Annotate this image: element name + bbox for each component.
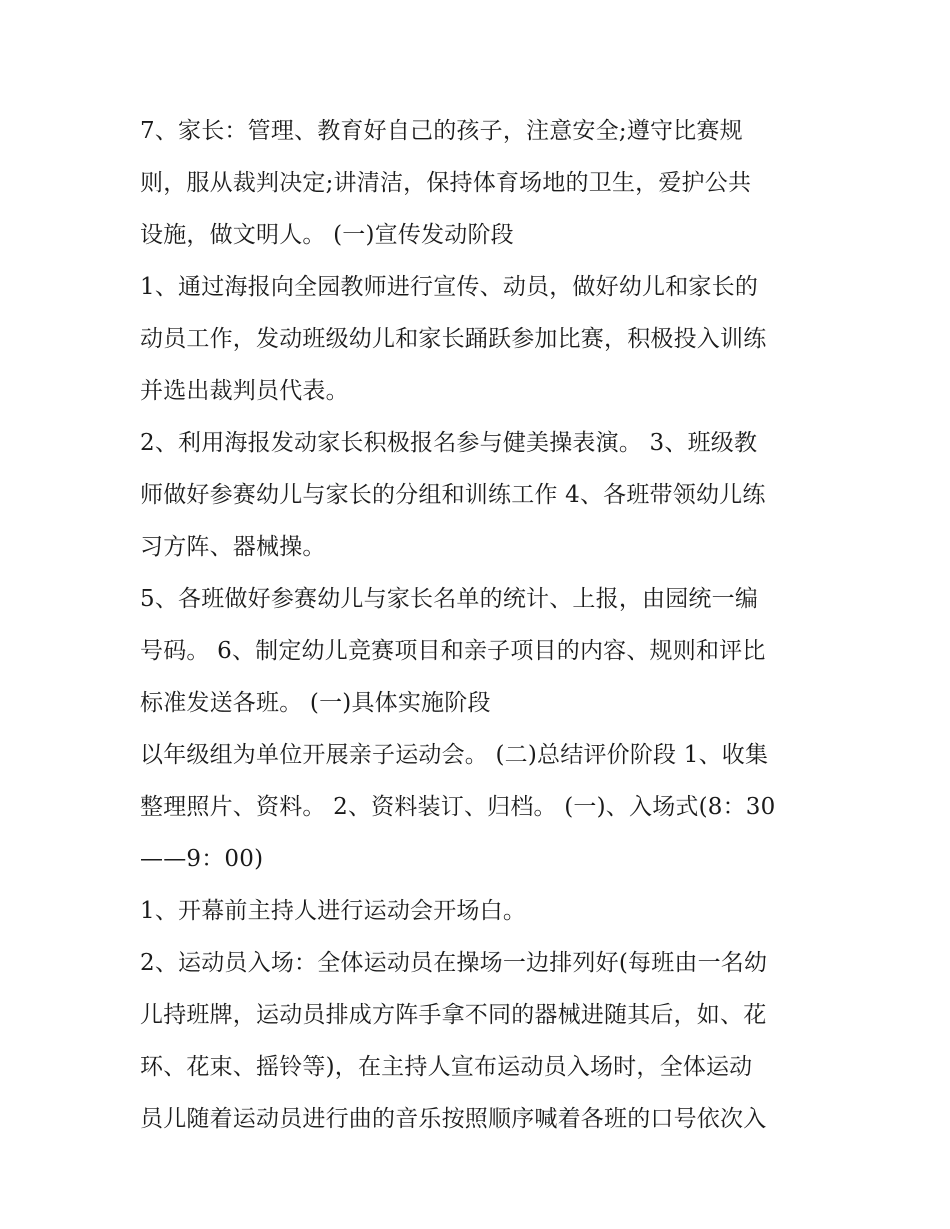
text-line: 则，服从裁判决定;讲清洁，保持体育场地的卫生，爱护公共 (140, 170, 752, 196)
text-line: ——9：00) (140, 846, 264, 872)
text-line: 整理照片、资料。 2、资料装订、归档。 (一)、入场式(8：30 (140, 794, 776, 820)
text-line: 1、通过海报向全园教师进行宣传、动员，做好幼儿和家长的 (140, 274, 759, 300)
text-line: 环、花束、摇铃等)，在主持人宣布运动员入场时，全体运动 (140, 1054, 753, 1080)
text-line: 2、运动员入场：全体运动员在操场一边排列好(每班由一名幼 (140, 950, 768, 976)
text-line: 5、各班做好参赛幼儿与家长名单的统计、上报，由园统一编 (140, 586, 759, 612)
text-line: 动员工作，发动班级幼儿和家长踊跃参加比赛，积极投入训练 (140, 326, 767, 352)
text-line: 设施，做文明人。 (一)宣传发动阶段 (140, 222, 514, 248)
text-line: 标准发送各班。 (一)具体实施阶段 (140, 690, 491, 716)
text-line: 员儿随着运动员进行曲的音乐按照顺序喊着各班的口号依次入 (140, 1106, 767, 1132)
text-line: 1、开幕前主持人进行运动会开场白。 (140, 898, 527, 924)
text-line: 号码。 6、制定幼儿竞赛项目和亲子项目的内容、规则和评比 (140, 638, 766, 664)
text-line: 并选出裁判员代表。 (140, 378, 349, 404)
text-line: 师做好参赛幼儿与家长的分组和训练工作 4、各班带领幼儿练 (140, 482, 766, 508)
document-body (140, 105, 830, 1145)
text-line: 以年级组为单位开展亲子运动会。 (二)总结评价阶段 1、收集 (140, 742, 769, 768)
text-line: 7、家长：管理、教育好自己的孩子，注意安全;遵守比赛规 (140, 118, 743, 144)
text-line: 2、利用海报发动家长积极报名参与健美操表演。 3、班级教 (140, 430, 758, 456)
text-line: 习方阵、器械操。 (140, 534, 326, 560)
text-line: 儿持班牌，运动员排成方阵手拿不同的器械进随其后，如、花 (140, 1002, 767, 1028)
